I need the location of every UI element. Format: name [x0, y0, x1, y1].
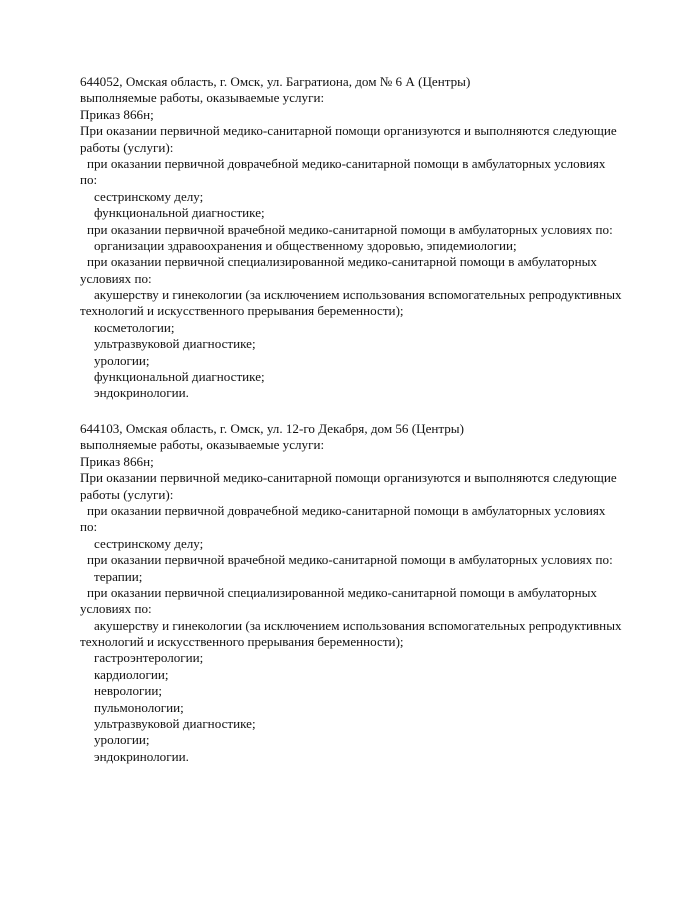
- service-item: косметологии;: [94, 319, 175, 335]
- order-reference: Приказ 866н;: [80, 106, 154, 122]
- category-special: при оказании первичной специализированной медико-санитарной помощи в амбулаторных: [87, 254, 597, 270]
- intro-text-continued: работы (услуги):: [80, 486, 174, 502]
- service-item: сестринскому делу;: [94, 188, 204, 204]
- category-prevrach: при оказании первичной доврачебной медико-санитарной помощи в амбулаторных условиях: [87, 502, 606, 518]
- service-item: ультразвуковой диагностике;: [94, 336, 256, 352]
- service-item: функциональной диагностике;: [94, 369, 265, 385]
- service-item-continued: технологий и искусственного прерывания беременности);: [80, 303, 404, 319]
- intro-text: При оказании первичной медико-санитарной помощи организуются и выполняются следующие: [80, 123, 617, 139]
- address-block-12-dekabrya: [80, 421, 660, 765]
- service-item: неврологии;: [94, 683, 163, 699]
- service-item: эндокринологии.: [94, 385, 189, 401]
- service-item: урологии;: [94, 732, 150, 748]
- category-special: при оказании первичной специализированной медико-санитарной помощи в амбулаторных: [87, 584, 597, 600]
- category-prevrach: при оказании первичной доврачебной медико-санитарной помощи в амбулаторных условиях: [87, 155, 606, 171]
- intro-text: При оказании первичной медико-санитарной помощи организуются и выполняются следующие: [80, 470, 617, 486]
- service-item: гастроэнтерологии;: [94, 650, 204, 666]
- category-special-continued: условиях по:: [80, 270, 152, 286]
- service-item-continued: технологий и искусственного прерывания беременности);: [80, 634, 404, 650]
- service-item: кардиологии;: [94, 666, 169, 682]
- category-prevrach-continued: по:: [80, 172, 98, 188]
- services-label: выполняемые работы, оказываемые услуги:: [80, 437, 325, 453]
- intro-text-continued: работы (услуги):: [80, 139, 174, 155]
- service-item: терапии;: [94, 568, 143, 584]
- service-item: организации здравоохранения и общественному здоровью, эпидемиологии;: [94, 237, 517, 253]
- service-item: пульмонологии;: [94, 699, 184, 715]
- service-item: сестринскому делу;: [94, 535, 204, 551]
- service-item: акушерству и гинекологии (за исключением использования вспомогательных репродуктивных: [94, 287, 622, 303]
- services-label: выполняемые работы, оказываемые услуги:: [80, 90, 325, 106]
- address-block-bagrationa: [80, 74, 660, 402]
- service-item: функциональной диагностике;: [94, 205, 265, 221]
- category-prevrach-continued: по:: [80, 519, 98, 535]
- category-vrach: при оказании первичной врачебной медико-санитарной помощи в амбулаторных условиях по:: [87, 552, 613, 568]
- address-heading: 644103, Омская область, г. Омск, ул. 12-го Декабря, дом 56 (Центры): [80, 421, 464, 436]
- category-special-continued: условиях по:: [80, 601, 152, 617]
- service-item: эндокринологии.: [94, 748, 189, 764]
- service-item: акушерству и гинекологии (за исключением использования вспомогательных репродуктивных: [94, 617, 622, 633]
- order-reference: Приказ 866н;: [80, 453, 154, 469]
- service-item: урологии;: [94, 352, 150, 368]
- service-item: ультразвуковой диагностике;: [94, 716, 256, 732]
- category-vrach: при оказании первичной врачебной медико-санитарной помощи в амбулаторных условиях по:: [87, 221, 613, 237]
- address-heading: 644052, Омская область, г. Омск, ул. Багратиона, дом № 6 А (Центры): [80, 74, 471, 89]
